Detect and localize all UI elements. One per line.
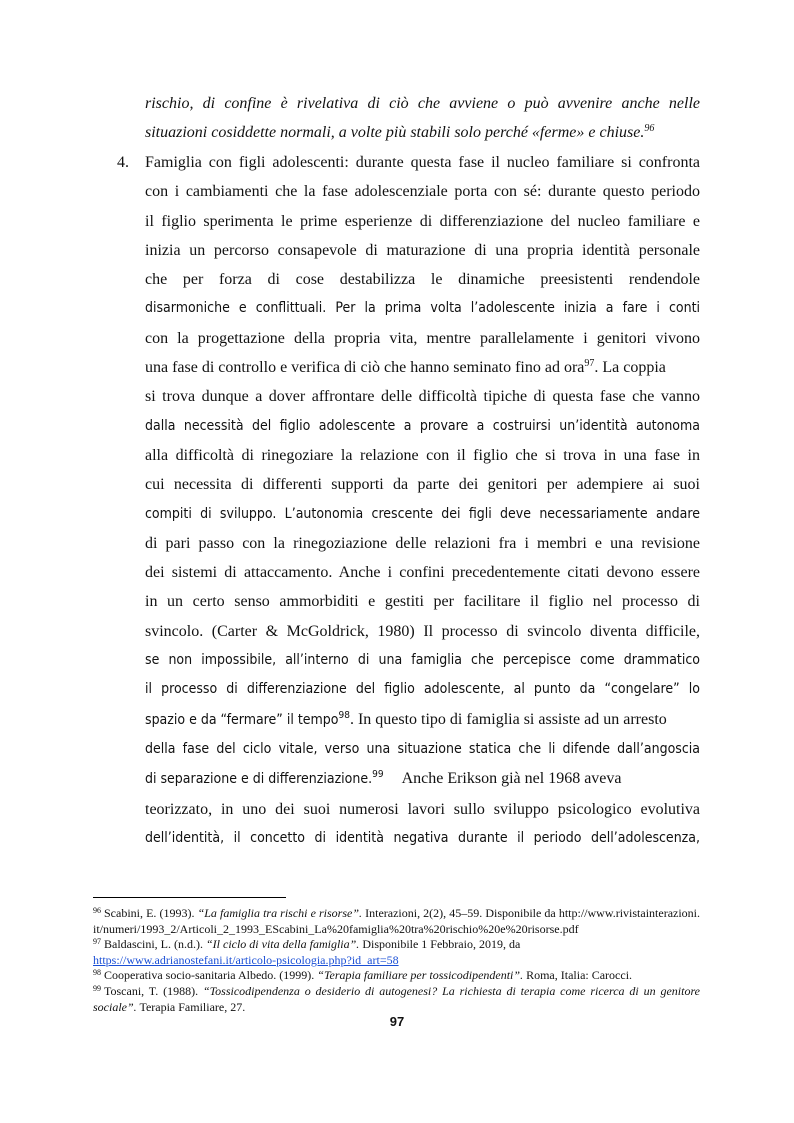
paragraph-line: una fase di controllo e verifica di ciò che hanno seminato fino ad ora$^{97}$. La coppia	[145, 358, 666, 377]
footnote-link[interactable]: https://www.adrianostefani.it/articolo-psicologia.php?id_art=58	[93, 952, 399, 967]
footnote-ref[interactable]: 97	[584, 358, 595, 370]
paragraph-line: teorizzato, in uno dei suoi numerosi lavori sullo sviluppo psicologico evolutiva	[145, 800, 700, 818]
paragraph-line: il processo di differenziazione del figlio adolescente, al punto da “congelare” lo	[145, 681, 700, 698]
list-item-number: 4.	[117, 154, 129, 171]
paragraph-line: si trova dunque a dover affrontare delle difficoltà tipiche di questa fase che vanno	[145, 388, 700, 406]
footnote-99: $^{99}$ Toscani, T. (1988). “Tossicodipendenza o desiderio di autogenesi? La richiesta di terapia come ricerca di un genitore sociale”. Terapia Familiare, 27.	[93, 983, 700, 1014]
paragraph-line: in un certo senso ammorbiditi e gestiti per facilitare il figlio nel processo di	[145, 593, 700, 611]
footnote-ref[interactable]: 98	[338, 709, 350, 721]
paragraph-line: compiti di sviluppo. L’autonomia crescente dei figli deve necessariamente andare	[145, 505, 700, 522]
footnote-96: $^{96}$ Scabini, E. (1993). “La famiglia tra rischi e risorse”. Interazioni, 2(2), 45–59. Disponibile da http://www.rivistainterazioni.it/numeri/1993_2/Articoli_2_1993_EScabini_La%20famiglia%20tra%20rischio%20e%20risorse.pdf	[93, 906, 701, 936]
footnote-98: $^{98}$ Cooperativa socio-sanitaria Albedo. (1999). “Terapia familiare per tossicodipendenti”. Roma, Italia: Carocci.	[93, 968, 633, 983]
paragraph-line: che per forza di cose destabilizza le dinamiche preesistenti rendendole	[145, 271, 700, 289]
paragraph-line: cui necessita di differenti supporti da parte dei genitori per adempiere ai suoi	[145, 476, 700, 494]
paragraph-line: dell’identità, il concetto di identità negativa durante il periodo dell’adolescenza,	[145, 829, 700, 846]
paragraph-line: il figlio sperimenta le prime esperienze di differenziazione del nucleo familiare e	[145, 212, 700, 230]
quote-line: situazioni cosiddette normali, a volte più stabili solo perché «ferme» e chiuse.$^{96}$	[145, 123, 655, 142]
paragraph-line: con i cambiamenti che la fase adolescenziale porta con sé: durante questo periodo	[145, 183, 700, 201]
footnote-ref[interactable]: 96	[644, 123, 655, 135]
paragraph-line: se non impossibile, all’interno di una famiglia che percepisce come drammatico	[145, 652, 700, 669]
paragraph-line: disarmoniche e conflittuali. Per la prima volta l’adolescente inizia a fare i conti	[145, 300, 700, 317]
quote-line: rischio, di confine è rivelativa di ciò che avviene o può avvenire anche nelle	[145, 95, 700, 112]
footnote-ref[interactable]: 99	[372, 769, 384, 781]
paragraph-line: di separazione e di differenziazione.$^{99}$ Anche Erikson già nel 1968 aveva	[145, 769, 622, 788]
paragraph-line: spazio e da “fermare” il tempo$^{98}$. In questo tipo di famiglia si assiste ad un arresto	[145, 709, 667, 728]
italic-quote	[145, 89, 700, 148]
footnote-separator	[93, 897, 286, 898]
paragraph-line: della fase del ciclo vitale, verso una situazione statica che li difende dall’angoscia	[145, 740, 700, 757]
list-item-4	[117, 148, 700, 853]
paragraph-line: dei sistemi di attaccamento. Anche i confini precedentemente citati devono essere	[145, 564, 700, 582]
paragraph-line: alla difficoltà di rinegoziare la relazione con il figlio che si trova in una fase in	[145, 446, 700, 464]
footnote-97: $^{97}$ Baldascini, L. (n.d.). “Il ciclo di vita della famiglia”. Disponibile 1 Febbraio, 2019, da https://www.adrianostefani.it/articolo-psicologia.php?id_art=58	[93, 937, 521, 967]
paragraph-line: svincolo. (Carter & McGoldrick, 1980) Il processo di svincolo diventa difficile,	[145, 622, 700, 640]
paragraph-line: di pari passo con la rinegoziazione delle relazioni fra i membri e una revisione	[145, 534, 700, 552]
paragraph-line: dalla necessità del figlio adolescente a provare a costruirsi un’identità autonoma	[145, 417, 700, 434]
paragraph-line: Famiglia con figli adolescenti: durante questa fase il nucleo familiare si confronta	[145, 154, 700, 171]
paragraph-line: inizia un percorso consapevole di maturazione di una propria identità personale	[145, 241, 700, 259]
footnotes	[93, 906, 700, 1015]
page-number: 97	[389, 1014, 405, 1029]
paragraph-line: con la progettazione della propria vita, mentre parallelamente i genitori vivono	[145, 329, 700, 347]
